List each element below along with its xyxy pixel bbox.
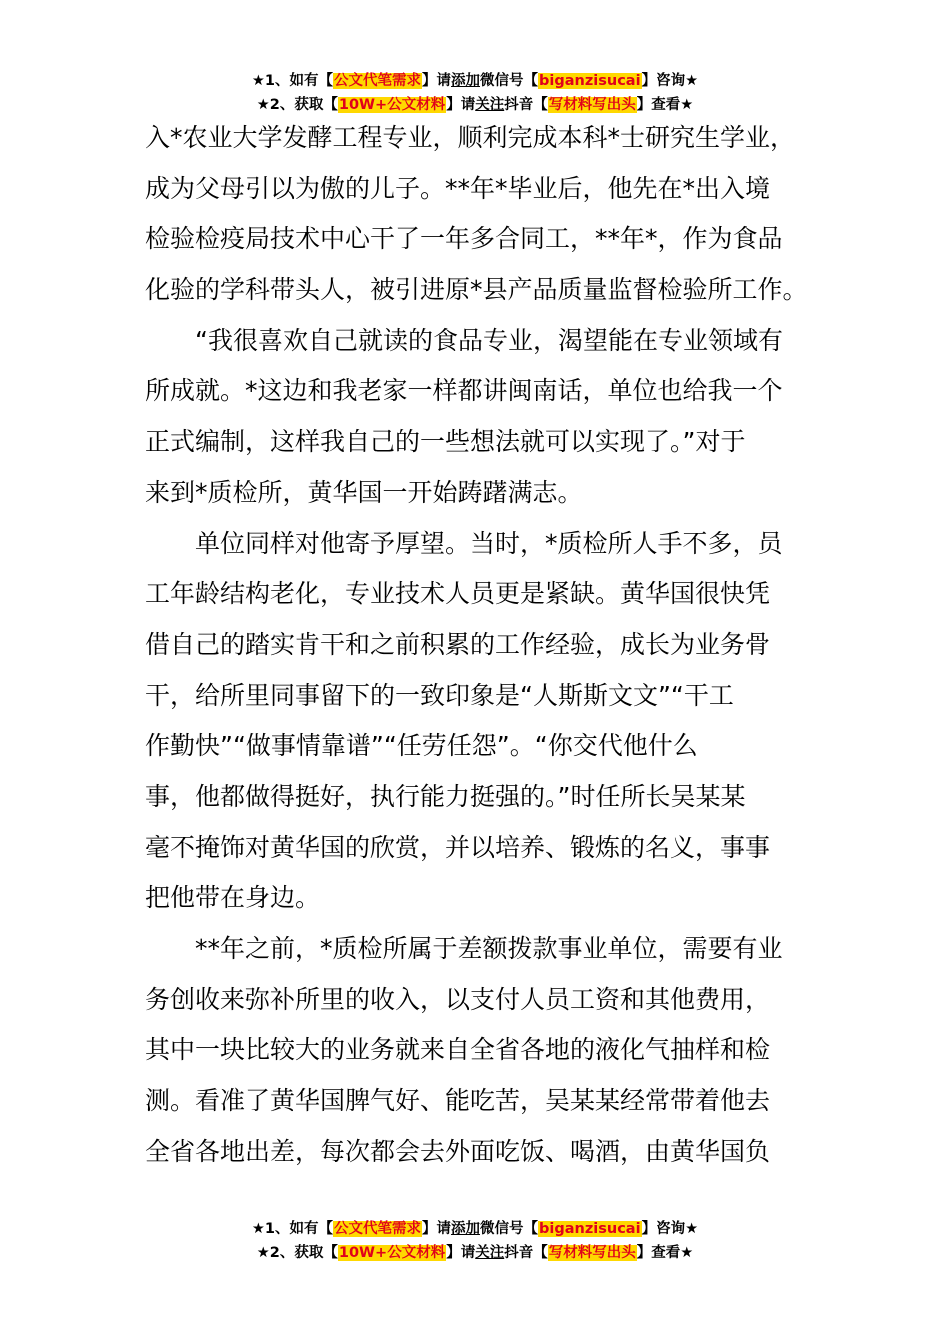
- banner-text: ★2、获取【: [256, 97, 338, 113]
- body-line: 正式编制，这样我自己的一些想法就可以实现了。”对于: [145, 427, 746, 457]
- banner-highlight: 10W+公文材料: [338, 97, 446, 113]
- body-line: 全省各地出差，每次都会去外面吃饭、喝酒，由黄华国负: [145, 1136, 771, 1166]
- banner-highlight: 写材料写出头: [548, 97, 636, 113]
- body-line: 事，他都做得挺好，执行能力挺强的。”时任所长吴某某: [145, 781, 746, 811]
- body-line: 化验的学科带头人，被引进原*县产品质量监督检验所工作。: [145, 275, 808, 305]
- banner-line-2: [0, 1241, 950, 1265]
- banner-text: 】请: [422, 73, 452, 89]
- body-line: 检验检疫局技术中心干了一年多合同工，**年*，作为食品: [145, 224, 783, 254]
- body-line: 务创收来弥补所里的收入，以支付人员工资和其他费用，: [145, 984, 771, 1014]
- banner-highlight: 公文代笔需求: [334, 1221, 422, 1237]
- banner-text: 微信号【: [480, 73, 539, 89]
- document-body: [145, 113, 815, 1177]
- body-line: 借自己的踏实肯干和之前积累的工作经验，成长为业务骨: [145, 629, 771, 659]
- body-line: “我很喜欢自己就读的食品专业，渴望能在专业领域有: [145, 325, 783, 355]
- body-line: 工年龄结构老化，专业技术人员更是紧缺。黄华国很快凭: [145, 579, 771, 609]
- body-line: 干，给所里同事留下的一致印象是“人斯斯文文”“干工: [145, 680, 734, 710]
- banner-highlight: biganzisucai: [539, 73, 641, 89]
- banner-text: ★1、如有【: [251, 1221, 334, 1237]
- body-line: 单位同样对他寄予厚望。当时，*质检所人手不多，员: [145, 528, 783, 558]
- banner-line-1: [0, 69, 950, 93]
- banner-text: 】请: [446, 97, 476, 113]
- body-line: 毫不掩饰对黄华国的欣赏，并以培养、锻炼的名义，事事: [145, 832, 771, 862]
- banner-highlight: biganzisucai: [539, 1221, 641, 1237]
- banner-text: 】查看★: [636, 97, 694, 113]
- banner-text: ★1、如有【: [251, 73, 334, 89]
- banner-text: 抖音【: [504, 1245, 548, 1261]
- body-line: **年之前，*质检所属于差额拨款事业单位，需要有业: [145, 934, 783, 963]
- body-line: 作勤快”“做事情靠谱”“任劳任怨”。“你交代他什么: [145, 731, 698, 761]
- banner-text: 】请: [422, 1221, 452, 1237]
- banner-text: 抖音【: [504, 97, 548, 113]
- body-line: 其中一块比较大的业务就来自全省各地的液化气抽样和检: [145, 1035, 771, 1065]
- body-line: 成为父母引以为傲的儿子。**年*毕业后，他先在*出入境: [145, 173, 771, 203]
- banner-underlined: 关注: [475, 1245, 505, 1261]
- body-line: 把他带在身边。: [145, 883, 321, 913]
- banner-text: 】请: [446, 1245, 476, 1261]
- body-line: 入*农业大学发酵工程专业，顺利完成本科*士研究生学业，: [145, 123, 796, 152]
- body-line: 所成就。*这边和我老家一样都讲闽南话，单位也给我一个: [145, 376, 783, 406]
- banner-highlight: 10W+公文材料: [338, 1245, 446, 1261]
- banner-highlight: 公文代笔需求: [334, 73, 422, 89]
- banner-highlight: 写材料写出头: [548, 1245, 636, 1261]
- banner-underlined: 添加: [451, 73, 481, 89]
- banner-underlined: 添加: [451, 1221, 481, 1237]
- banner-text: ★2、获取【: [256, 1245, 338, 1261]
- top-banner: [0, 69, 950, 117]
- body-line: 来到*质检所，黄华国一开始踌躇满志。: [145, 477, 583, 507]
- bottom-banner: [0, 1217, 950, 1265]
- banner-text: 】咨询★: [641, 73, 699, 89]
- body-line: 测。看准了黄华国脾气好、能吃苦，吴某某经常带着他去: [145, 1086, 771, 1116]
- banner-text: 】查看★: [636, 1245, 694, 1261]
- banner-underlined: 关注: [475, 97, 505, 113]
- banner-text: 微信号【: [480, 1221, 539, 1237]
- banner-text: 】咨询★: [641, 1221, 699, 1237]
- banner-line-1: [0, 1217, 950, 1241]
